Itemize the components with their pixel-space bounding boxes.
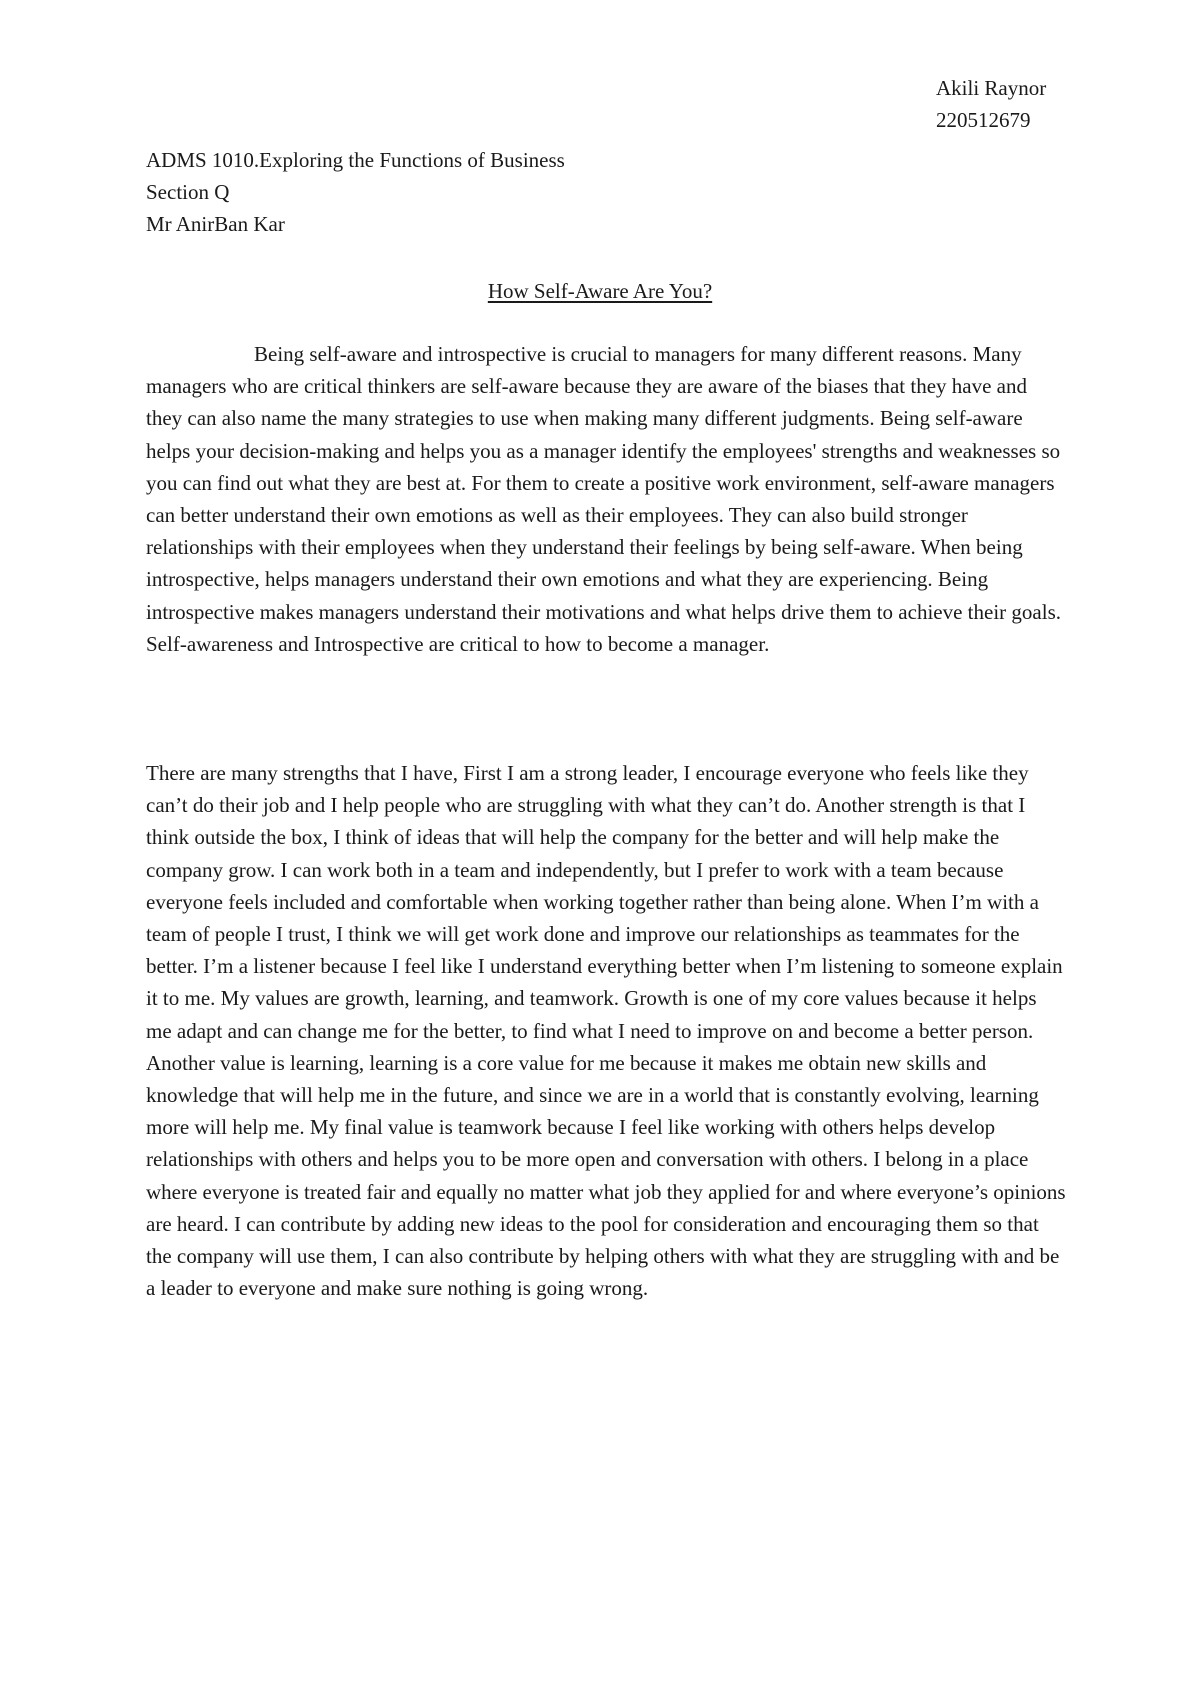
student-id: 220512679 — [936, 108, 1031, 132]
body-paragraph-1: Being self-aware and introspective is crucial to managers for many different reasons. Many managers who are critical thinkers are self-aware because they are aware of the biases that they have and they can also name the many strategies to use when making many different judgments. Being self-aware helps your decision-making and helps you as a manager identify the employees' strengths and weaknesses so you can find out what they are best at. For them to create a positive work environment, self-aware managers can better understand their own emotions as well as their employees. They can also build stronger relationships with their employees when they understand their feelings by being self-aware. When being introspective, helps managers understand their own emotions and what they are experiencing. Being introspective makes managers understand their motivations and what helps drive them to achieve their goals. Self-awareness and Introspective are critical to how to become a manager. — [146, 342, 1061, 656]
course-instructor: Mr AnirBan Kar — [146, 212, 285, 236]
course-code-title: ADMS 1010.Exploring the Functions of Business — [146, 148, 565, 172]
author-block — [936, 72, 1046, 136]
course-block — [146, 144, 565, 240]
author-name: Akili Raynor — [936, 76, 1047, 100]
course-section: Section Q — [146, 180, 230, 204]
body-paragraph-2: There are many strengths that I have, First I am a strong leader, I encourage everyone who feels like they can’t do their job and I help people who are struggling with what they can’t do. Another strength is that I think outside the box, I think of ideas that will help the company for the better and will help make the company grow. I can work both in a team and independently, but I prefer to work with a team because everyone feels included and comfortable when working together rather than being alone. When I’m with a team of people I trust, I think we will get work done and improve our relationships as teammates for the better. I’m a listener because I feel like I understand everything better when I’m listening to someone explain it to me. My values are growth, learning, and teamwork. Growth is one of my core values because it helps me adapt and can change me for the better, to find what I need to improve on and become a better person. Another value is learning, learning is a core value for me because it makes me obtain new skills and knowledge that will help me in the future, and since we are in a world that is constantly evolving, learning more will help me. My final value is teamwork because I feel like working with others helps develop relationships with others and helps you to be more open and conversation with others. I belong in a place where everyone is treated fair and equally no matter what job they applied for and where everyone’s opinions are heard. I can contribute by adding new ideas to the pool for consideration and encouraging them so that the company will use them, I can also contribute by helping others with what they are struggling with and be a leader to everyone and make sure nothing is going wrong. — [146, 761, 1066, 1301]
document-title: How Self-Aware Are You? — [487, 279, 713, 303]
